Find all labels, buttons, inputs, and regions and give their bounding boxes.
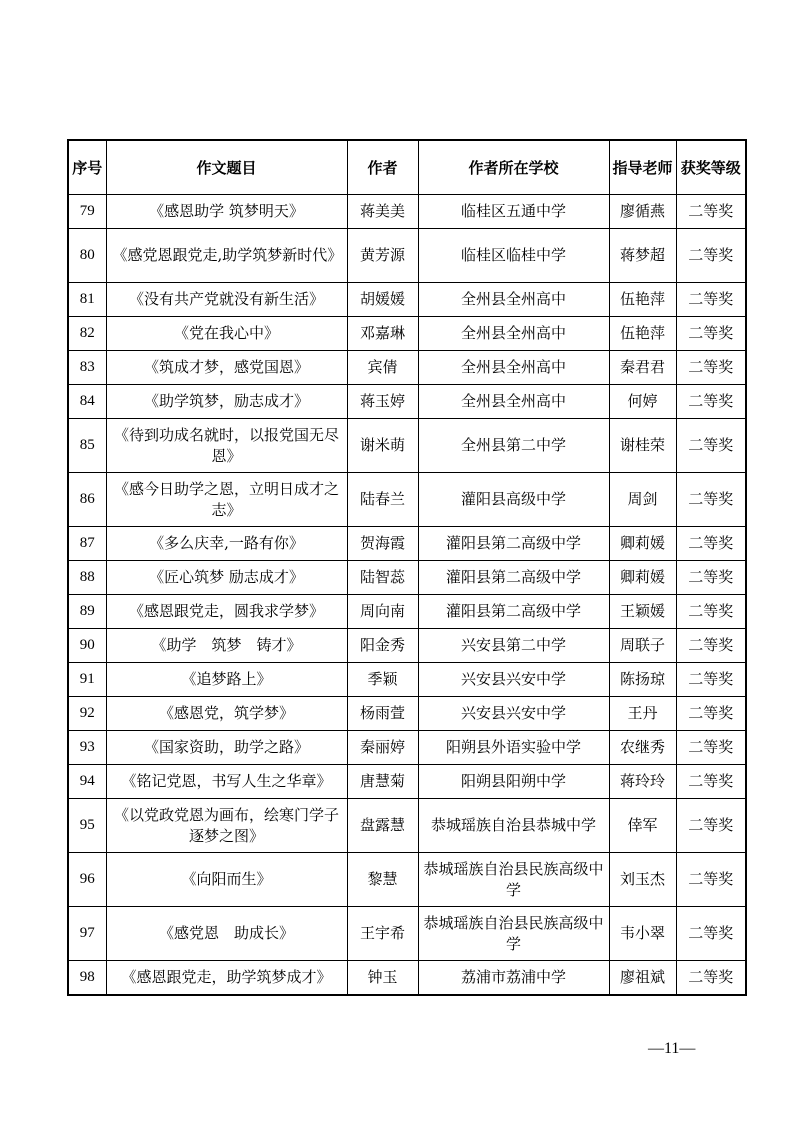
cell-author: 钟玉: [347, 961, 418, 996]
table-row: [68, 561, 746, 595]
cell-school: 临桂区临桂中学: [418, 229, 609, 283]
cell-level: 二等奖: [676, 419, 746, 473]
cell-teacher: 周联子: [609, 629, 676, 663]
cell-school: 灌阳县高级中学: [418, 473, 609, 527]
cell-teacher: 蒋梦超: [609, 229, 676, 283]
cell-level: 二等奖: [676, 527, 746, 561]
cell-author: 黎慧: [347, 853, 418, 907]
cell-level: 二等奖: [676, 283, 746, 317]
cell-level: 二等奖: [676, 385, 746, 419]
table-row: [68, 317, 746, 351]
cell-title: 《感恩跟党走，圆我求学梦》: [106, 595, 347, 629]
table-row: [68, 629, 746, 663]
cell-title: 《待到功成名就时，以报党国无尽恩》: [106, 419, 347, 473]
table-row: [68, 853, 746, 907]
cell-level: 二等奖: [676, 731, 746, 765]
table-row: [68, 663, 746, 697]
cell-no: 87: [68, 527, 106, 561]
cell-author: 蒋美美: [347, 195, 418, 229]
cell-title: 《筑成才梦，感党国恩》: [106, 351, 347, 385]
cell-teacher: 伍艳萍: [609, 317, 676, 351]
cell-level: 二等奖: [676, 595, 746, 629]
cell-author: 谢米萌: [347, 419, 418, 473]
cell-level: 二等奖: [676, 195, 746, 229]
cell-teacher: 王颖媛: [609, 595, 676, 629]
cell-level: 二等奖: [676, 765, 746, 799]
cell-school: 阳朔县外语实验中学: [418, 731, 609, 765]
cell-teacher: 刘玉杰: [609, 853, 676, 907]
header-title: 作文题目: [106, 140, 347, 195]
table-row: [68, 907, 746, 961]
cell-title: 《国家资助，助学之路》: [106, 731, 347, 765]
cell-level: 二等奖: [676, 473, 746, 527]
cell-author: 周向南: [347, 595, 418, 629]
cell-teacher: 秦君君: [609, 351, 676, 385]
table-row: [68, 765, 746, 799]
cell-school: 荔浦市荔浦中学: [418, 961, 609, 996]
cell-title: 《追梦路上》: [106, 663, 347, 697]
cell-author: 盘露慧: [347, 799, 418, 853]
cell-author: 陆智蕊: [347, 561, 418, 595]
header-author: 作者: [347, 140, 418, 195]
cell-level: 二等奖: [676, 561, 746, 595]
table-row: [68, 527, 746, 561]
cell-no: 94: [68, 765, 106, 799]
cell-school: 兴安县兴安中学: [418, 663, 609, 697]
cell-title: 《多么庆幸,一路有你》: [106, 527, 347, 561]
header-teacher: 指导老师: [609, 140, 676, 195]
table-row: [68, 351, 746, 385]
table-row: [68, 419, 746, 473]
cell-title: 《向阳而生》: [106, 853, 347, 907]
cell-author: 王宇希: [347, 907, 418, 961]
cell-school: 全州县第二中学: [418, 419, 609, 473]
cell-no: 98: [68, 961, 106, 996]
cell-title: 《感恩助学 筑梦明天》: [106, 195, 347, 229]
cell-author: 阳金秀: [347, 629, 418, 663]
cell-no: 95: [68, 799, 106, 853]
cell-author: 邓嘉琳: [347, 317, 418, 351]
cell-author: 陆春兰: [347, 473, 418, 527]
cell-school: 灌阳县第二高级中学: [418, 561, 609, 595]
header-row: [68, 140, 746, 195]
cell-level: 二等奖: [676, 663, 746, 697]
cell-school: 阳朔县阳朔中学: [418, 765, 609, 799]
table-row: [68, 385, 746, 419]
cell-school: 恭城瑶族自治县恭城中学: [418, 799, 609, 853]
cell-teacher: 倖军: [609, 799, 676, 853]
cell-author: 蒋玉婷: [347, 385, 418, 419]
cell-no: 84: [68, 385, 106, 419]
cell-teacher: 韦小翠: [609, 907, 676, 961]
cell-teacher: 王丹: [609, 697, 676, 731]
cell-no: 93: [68, 731, 106, 765]
cell-no: 89: [68, 595, 106, 629]
cell-no: 85: [68, 419, 106, 473]
table-row: [68, 195, 746, 229]
cell-school: 全州县全州高中: [418, 385, 609, 419]
table-row: [68, 229, 746, 283]
cell-title: 《感恩跟党走，助学筑梦成才》: [106, 961, 347, 996]
cell-title: 《助学 筑梦 铸才》: [106, 629, 347, 663]
cell-no: 97: [68, 907, 106, 961]
cell-author: 秦丽婷: [347, 731, 418, 765]
header-school: 作者所在学校: [418, 140, 609, 195]
cell-title: 《感恩党，筑学梦》: [106, 697, 347, 731]
cell-teacher: 谢桂荣: [609, 419, 676, 473]
cell-no: 91: [68, 663, 106, 697]
table-row: [68, 961, 746, 996]
cell-title: 《以党政党恩为画布，绘寒门学子逐梦之图》: [106, 799, 347, 853]
cell-no: 83: [68, 351, 106, 385]
cell-title: 《匠心筑梦 励志成才》: [106, 561, 347, 595]
cell-school: 恭城瑶族自治县民族高级中学: [418, 907, 609, 961]
cell-teacher: 廖循燕: [609, 195, 676, 229]
cell-no: 88: [68, 561, 106, 595]
cell-level: 二等奖: [676, 697, 746, 731]
table-row: [68, 697, 746, 731]
cell-school: 兴安县兴安中学: [418, 697, 609, 731]
cell-teacher: 农继秀: [609, 731, 676, 765]
cell-no: 92: [68, 697, 106, 731]
table-row: [68, 799, 746, 853]
cell-no: 90: [68, 629, 106, 663]
cell-school: 恭城瑶族自治县民族高级中学: [418, 853, 609, 907]
cell-no: 80: [68, 229, 106, 283]
cell-level: 二等奖: [676, 907, 746, 961]
cell-title: 《感今日助学之恩，立明日成才之志》: [106, 473, 347, 527]
cell-title: 《感党恩跟党走,助学筑梦新时代》: [106, 229, 347, 283]
cell-teacher: 陈扬琼: [609, 663, 676, 697]
cell-title: 《党在我心中》: [106, 317, 347, 351]
cell-author: 唐慧菊: [347, 765, 418, 799]
cell-no: 79: [68, 195, 106, 229]
table-row: [68, 731, 746, 765]
cell-title: 《铭记党恩，书写人生之华章》: [106, 765, 347, 799]
cell-no: 86: [68, 473, 106, 527]
cell-title: 《助学筑梦，励志成才》: [106, 385, 347, 419]
cell-level: 二等奖: [676, 351, 746, 385]
cell-school: 兴安县第二中学: [418, 629, 609, 663]
cell-teacher: 蒋玲玲: [609, 765, 676, 799]
cell-level: 二等奖: [676, 317, 746, 351]
table-row: [68, 473, 746, 527]
cell-teacher: 廖祖斌: [609, 961, 676, 996]
cell-school: 灌阳县第二高级中学: [418, 527, 609, 561]
cell-school: 临桂区五通中学: [418, 195, 609, 229]
cell-no: 81: [68, 283, 106, 317]
cell-author: 季颖: [347, 663, 418, 697]
cell-teacher: 伍艳萍: [609, 283, 676, 317]
cell-author: 杨雨萱: [347, 697, 418, 731]
cell-school: 全州县全州高中: [418, 351, 609, 385]
cell-teacher: 周剑: [609, 473, 676, 527]
cell-level: 二等奖: [676, 961, 746, 996]
cell-no: 82: [68, 317, 106, 351]
header-seq: 序号: [68, 140, 106, 195]
cell-level: 二等奖: [676, 629, 746, 663]
cell-author: 贺海霞: [347, 527, 418, 561]
cell-author: 胡媛媛: [347, 283, 418, 317]
table-row: [68, 595, 746, 629]
cell-school: 全州县全州高中: [418, 317, 609, 351]
cell-author: 黄芳源: [347, 229, 418, 283]
cell-school: 灌阳县第二高级中学: [418, 595, 609, 629]
cell-level: 二等奖: [676, 229, 746, 283]
cell-level: 二等奖: [676, 853, 746, 907]
cell-teacher: 卿莉媛: [609, 561, 676, 595]
cell-school: 全州县全州高中: [418, 283, 609, 317]
cell-author: 宾倩: [347, 351, 418, 385]
cell-title: 《感党恩 助成长》: [106, 907, 347, 961]
page-number: —11—: [648, 1040, 696, 1057]
cell-title: 《没有共产党就没有新生活》: [106, 283, 347, 317]
header-level: 获奖等级: [676, 140, 746, 195]
awards-table: [67, 139, 747, 996]
cell-teacher: 卿莉媛: [609, 527, 676, 561]
cell-teacher: 何婷: [609, 385, 676, 419]
cell-no: 96: [68, 853, 106, 907]
cell-level: 二等奖: [676, 799, 746, 853]
table-row: [68, 283, 746, 317]
